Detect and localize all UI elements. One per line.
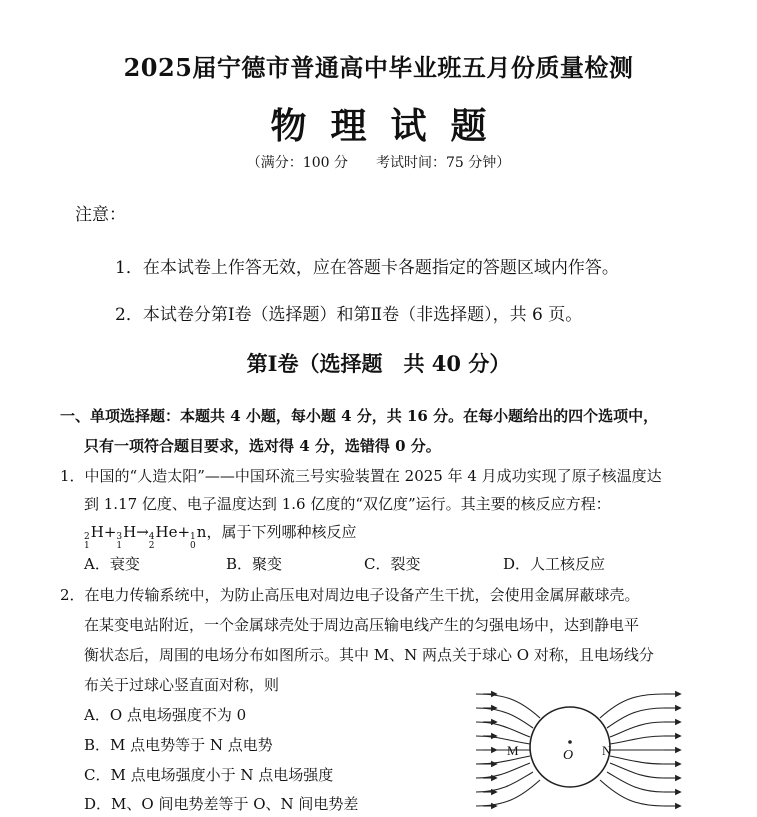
isotope: 3 1 (116, 532, 123, 551)
field-line (600, 780, 664, 806)
isotope: 1 0 (190, 532, 196, 551)
q1-line2: 到 1.17 亿度、电子温度达到 1.6 亿度的“双亿度”运行。其主要的核反应方程： (84, 495, 611, 513)
q1-option-c: C．裂变 (364, 555, 421, 573)
isotope: 2 1 (84, 532, 90, 551)
part1-title: 第Ⅰ卷（选择题 共 40 分） (246, 351, 511, 376)
q2-line: 布关于过球心竖直面对称，则 (84, 676, 280, 694)
field-line (607, 708, 664, 728)
label-o: O (563, 748, 574, 763)
notice-label: 注意： (75, 205, 126, 225)
q2-option-a: A．O 点电场强度不为 0 (84, 706, 247, 724)
field-line-diagram (470, 685, 690, 810)
metal-sphere (530, 707, 610, 787)
label-n: N (602, 743, 612, 758)
q1-equation: 2 1 H+ 3 1 H→ 4 2 He+ 1 0 n，属于下列哪种核反应 (84, 523, 357, 551)
field-line (476, 694, 540, 718)
field-line (610, 736, 664, 744)
field-line (610, 763, 664, 778)
q1-line1: 1．中国的“人造太阳”——中国环流三号实验装置在 2025 年 4 月成功实现了原子核温度达 (60, 467, 662, 485)
section1-line2: 只有一项符合题目要求，选对得 4 分，选错得 0 分。 (84, 437, 441, 455)
field-line (476, 722, 530, 737)
field-line (610, 722, 664, 737)
field-line (476, 772, 533, 792)
label-m: M (507, 743, 519, 758)
q1-option-d: D．人工核反应 (503, 555, 606, 573)
exam-meta (0, 152, 757, 172)
field-line (476, 780, 540, 806)
subject-title: 物理试题 (270, 105, 511, 147)
q2-option-b: B．M 点电势等于 N 点电势 (84, 736, 273, 754)
q2-option-d: D．M、O 间电势差等于 O、N 间电势差 (84, 795, 359, 813)
q1-eq-tail: ，属于下列哪种核反应 (206, 523, 357, 541)
isotope: 4 2 (148, 532, 155, 551)
field-line (476, 708, 533, 728)
field-line (607, 772, 664, 792)
notice-item: 2．本试卷分第Ⅰ卷（选择题）和第Ⅱ卷（非选择题），共 6 页。 (115, 305, 583, 325)
q2-line: 衡状态后，周围的电场分布如图所示。其中 M、N 两点关于球心 O 对称，且电场线分 (84, 646, 654, 664)
field-line (476, 756, 530, 764)
exam-time: 考试时间：75 分钟） (375, 155, 511, 171)
exam-title: 2025届宁德市普通高中毕业班五月份质量检测 (123, 53, 634, 82)
q2-line: 在某变电站附近，一个金属球壳处于周边高压输电线产生的匀强电场中，达到静电平 (84, 616, 640, 634)
full-marks: （满分：100 分 (246, 155, 348, 171)
q2-option-c: C．M 点电场强度小于 N 点电场强度 (84, 766, 334, 784)
field-line (476, 736, 530, 744)
q1-option-b: B．聚变 (226, 555, 283, 573)
field-line (600, 694, 664, 718)
notice-item: 1．在本试卷上作答无效，应在答题卡各题指定的答题区域内作答。 (115, 258, 619, 278)
field-line (610, 756, 664, 764)
center-point (568, 740, 572, 744)
q1-option-a: A．衰变 (84, 555, 140, 573)
field-line (476, 763, 530, 778)
section1-line1: 一、单项选择题：本题共 4 小题，每小题 4 分，共 16 分。在每小题给出的四个选项中， (60, 407, 659, 425)
q2-line: 2．在电力传输系统中，为防止高压电对周边电子设备产生干扰，会使用金属屏蔽球壳。 (60, 586, 640, 604)
